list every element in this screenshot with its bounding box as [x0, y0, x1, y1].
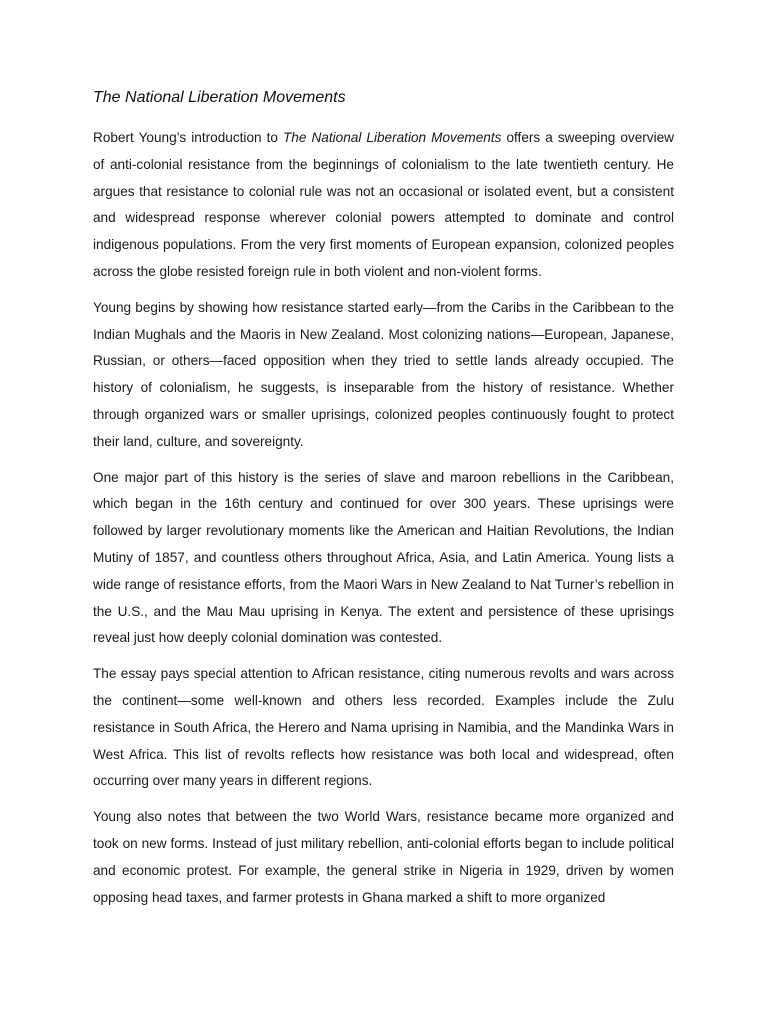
paragraph-1 — [93, 125, 674, 286]
paragraph-5: Young also notes that between the two World Wars, resistance became more organized and took on new forms. Instead of just military rebellion, anti-colonial efforts began to include political and economic protest. For example, the general strike in Nigeria in 1929, driven by women opposing head taxes, and farmer protests in Ghana marked a shift to more organized — [93, 809, 674, 905]
paragraph-1-text-before: Robert Young’s introduction to — [93, 130, 283, 145]
document-body — [93, 86, 674, 920]
document-title: The National Liberation Movements — [93, 89, 346, 106]
paragraph-4: The essay pays special attention to African resistance, citing numerous revolts and wars across the continent—some well-known and others less recorded. Examples include the Zulu resistance in South Africa, the Herero and Nama uprising in Namibia, and the Mandinka Wars in West Africa. This list of revolts reflects how resistance was both local and widespread, often occurring over many years in different regions. — [93, 666, 674, 789]
paragraph-1-text-after: offers a sweeping overview of anti-colonial resistance from the beginnings of colonialism to the late twentieth century. He argues that resistance to colonial rule was not an occasional or isolated event, but a consistent and widespread response wherever colonial powers attempted to dominate and control indigenous populations. From the very first moments of European expansion, colonized peoples across the globe resisted foreign rule in both violent and non-violent forms. — [93, 130, 674, 279]
paragraph-1-book-title: The National Liberation Movements — [283, 130, 502, 145]
paragraph-2: Young begins by showing how resistance started early—from the Caribs in the Caribbean to the Indian Mughals and the Maoris in New Zealand. Most colonizing nations—European, Japanese, Russian, or others—faced opposition when they tried to settle lands already occupied. The history of colonialism, he suggests, is inseparable from the history of resistance. Whether through organized wars or smaller uprisings, colonized peoples continuously fought to protect their land, culture, and sovereignty. — [93, 299, 674, 449]
paragraph-3: One major part of this history is the series of slave and maroon rebellions in the Caribbean, which began in the 16th century and continued for over 300 years. These uprisings were followed by larger revolutionary moments like the American and Haitian Revolutions, the Indian Mutiny of 1857, and countless others throughout Africa, Asia, and Latin America. Young lists a wide range of resistance efforts, from the Maori Wars in New Zealand to Nat Turner’s rebellion in the U.S., and the Mau Mau uprising in Kenya. The extent and persistence of these uprisings reveal just how deeply colonial domination was contested. — [93, 469, 674, 646]
